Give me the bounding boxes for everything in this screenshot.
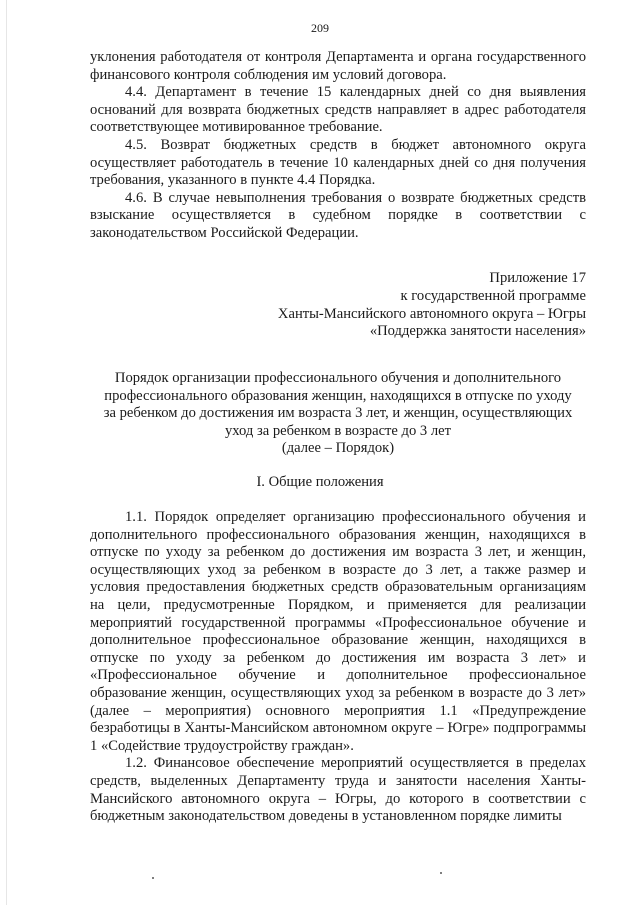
title-line-2: профессионального образования женщин, находящихся в отпуске по уходу [104, 387, 572, 404]
title-line-1: Порядок организации профессионального обучения и дополнительного [114, 370, 562, 386]
scan-edge-line [6, 0, 7, 905]
paragraph-continuation: уклонения работодателя от контроля Департамента и органа государственного финансового контроля соблюдения им условий договора. [90, 49, 586, 83]
section-heading: I. Общие положения [256, 474, 384, 490]
scan-speck [152, 877, 154, 879]
appendix-line-2: к государственной программе [400, 287, 586, 304]
appendix-line-3: Ханты-Мансийского автономного округа – Югры [277, 305, 586, 322]
top-text-block [90, 49, 586, 243]
appendix-line-4: «Поддержка занятости населения» [369, 323, 586, 340]
paragraph-1-2: 1.2. Финансовое обеспечение мероприятий осуществляется в пределах средств, выделенных Департаменту труда и занятости населения Ханты-Мансийского автономного округа – Югры, до которого в соответствии с бюджетным законодательством доведены в установленном порядке лимиты [90, 755, 586, 825]
appendix-line-1: Приложение 17 [489, 270, 586, 286]
body-text-block [90, 509, 586, 826]
scan-speck [440, 872, 442, 874]
appendix-header [186, 270, 586, 341]
paragraph-1-1: 1.1. Порядок определяет организацию профессионального обучения и дополнительного профессионального образования женщин, находящихся в отпуске по уходу за ребенком до достижения им возраста 3 лет, и женщин, осуществляющих уход за ребенком в возрасте до 3 лет, а также размер и условия предоставления бюджетных средств образовательным организациям на цели, предусмотренные Порядком, и применяется для реализации мероприятий государственной программы «Профессиональное обучение и дополнительное профессиональное образование женщин, находящихся в отпуске по уходу за ребенком до достижения им возраста 3 лет» и «Профессиональное обучение и дополнительное профессиональное образование женщин, осуществляющих уход за ребенком в возрасте до 3 лет» (далее – мероприятия) основного мероприятия 1.1 «Предупреждение безработицы в Ханты-Мансийском автономном округе – Югре» подпрограммы 1 «Содействие трудоустройству граждан». [90, 509, 586, 754]
paragraph-4-4: 4.4. Департамент в течение 15 календарных дней со дня выявления оснований для возврата бюджетных средств направляет в адрес работодателя соответствующее мотивированное требование. [90, 84, 586, 136]
page-number: 209 [311, 21, 329, 35]
document-title [90, 370, 586, 458]
paragraph-4-6: 4.6. В случае невыполнения требования о возврате бюджетных средств взыскание осуществляется в судебном порядке в соответствии с законодательством Российской Федерации. [90, 189, 586, 241]
paragraph-4-5: 4.5. Возврат бюджетных средств в бюджет автономного округа осуществляет работодатель в течение 10 календарных дней со дня получения требования, указанного в пункте 4.4 Порядка. [90, 136, 586, 189]
title-line-3: за ребенком до достижения им возраста 3 лет, и женщин, осуществляющих [103, 405, 573, 422]
title-line-5: (далее – Порядок) [281, 440, 395, 457]
title-line-4: уход за ребенком в возрасте до 3 лет [224, 422, 452, 439]
